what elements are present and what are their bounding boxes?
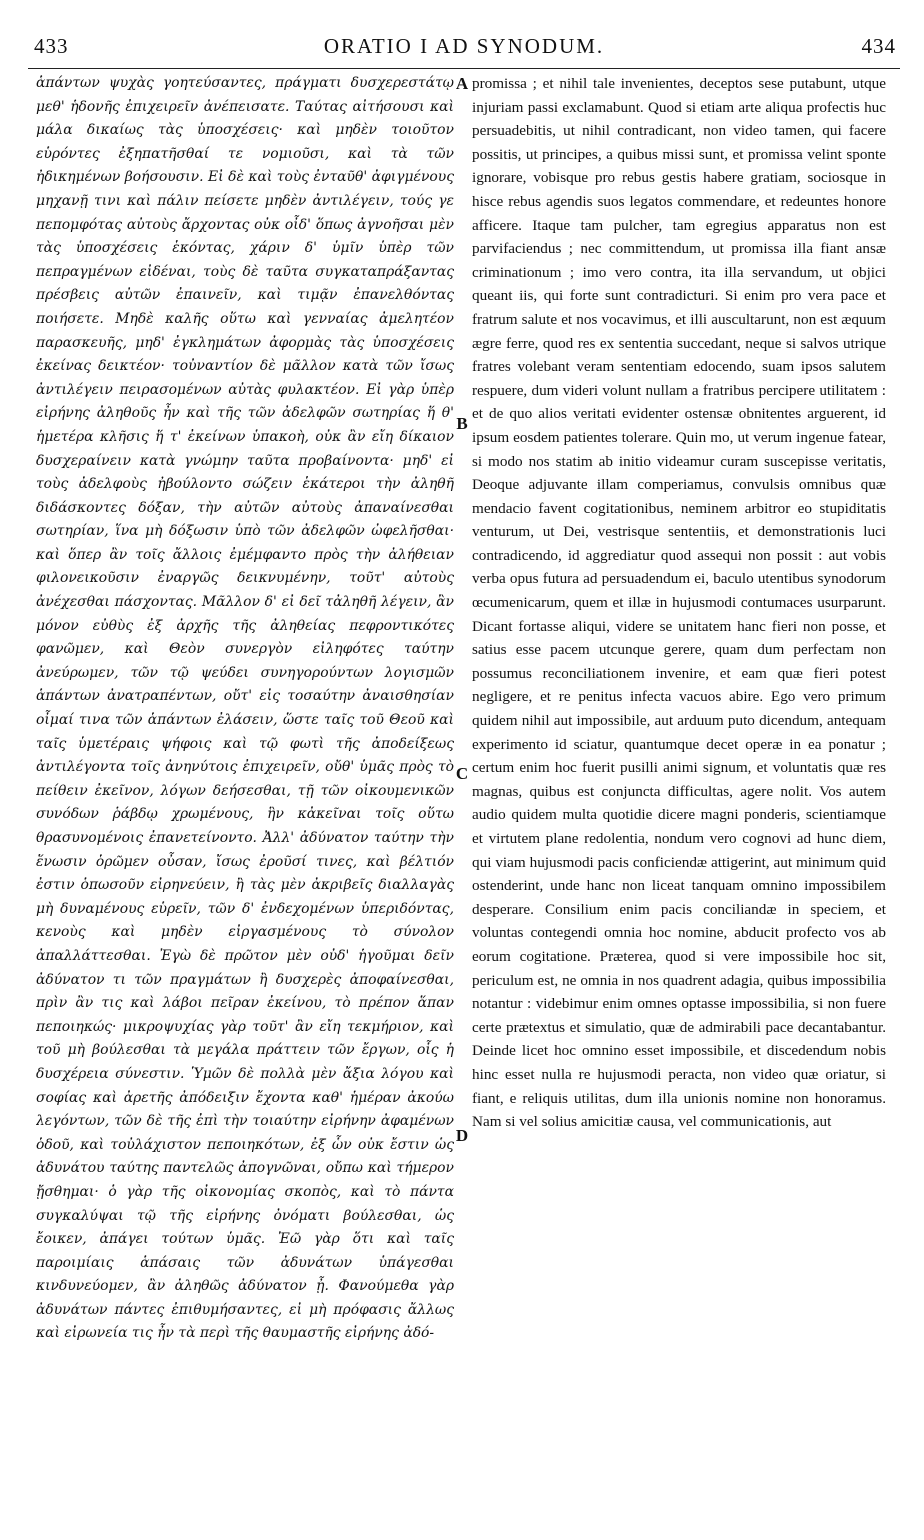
- greek-text: ἁπάντων ψυχὰς γοητεύσαντες, πράγματι δυσχερεστάτῳ μεθ' ἡδονῆς ἐπιχειρεῖν ἀνέπεισατε. Ταύτας αἰτήσουσι καὶ μάλα δικαίως τὰς ὑποσχέσεις· καὶ μηδὲν τοιοῦτον εὑρόντες ἐξηπατῆσθαί τε νομιοῦσι, καὶ τὰ τῶν ἠδικημένων βοήσουσιν. Εἰ δὲ καὶ τοὺς ἐνταῦθ' ἀφιγμένους μηχανῇ τινι καὶ πάλιν πείσετε μηδὲν ἀντιλέγειν, τούς γε πεπομφότας αὐτοὺς ἄρχοντας οὐκ οἶδ' ὅπως ἀγνοῆσαι μὲν τὰς ὑποσχέσεις ἑκόντας, χάριν δ' ὑμῖν ὑπὲρ τῶν πεπραγμένων εἰδέναι, τοὺς δὲ ταῦτα συγκαταπράξαντας πρέσβεις αὐτῶν ἐπαινεῖν, καὶ τιμᾷν ἐπανελθόντας ποιήσετε. Μηδὲ καλῆς οὕτω καὶ γενναίας ἀμελητέον παρασκευῆς, μηδ' ἐγκλημάτων ἀφορμὰς τὰς ὑποσχέσεις ἐκείνας δεικτέον· τοὐναντίον δὲ μᾶλλον κατὰ τῶν ἴσως ἀντιλέγειν πειρασομένων αὐτὰς φυλακτέον. Εἰ γὰρ ὑπὲρ εἰρήνης ἀληθοῦς ἦν καὶ τῆς τῶν ἀδελφῶν σωτηρίας ἥ θ' ἡμετέρα κλῆσις ἥ τ' ἐκείνων ὑπακοὴ, οὐκ ἂν εἴη δίκαιον δυσχεραίνειν κατὰ γνώμην ταῦτα προβαίνοντα· μηδ' εἰ τοὺς ἀδελφοὺς ἠβούλοντο σώζειν ἑκάτεροι τὴν ἀληθῆ διδάσκοντες δόξαν, τὴν αὐτῶν αὐτοὺς ἀπαναίνεσθαι σωτηρίαν, ἵνα μὴ δόξωσιν ὑπὸ τῶν ἀδελφῶν ὠφελῆσθαι· καὶ ὅπερ ἂν τοῖς ἄλλοις ἐμέμφαντο πρὸς τὴν ἀλήθειαν φιλονεικοῦσιν ἐναργῶς δεικνυμένην, τοῦτ' αὐτοὺς ἀνέχεσθαι πάσχοντας. Μᾶλλον δ' εἰ δεῖ τἀληθῆ λέγειν, ἂν μόνον εὐθὺς ἐξ ἀρχῆς τῆς ἀληθείας πεφροντικότες φανῶμεν, καὶ Θεὸν συνεργὸν εἰληφότες ταύτην ἀνεύρωμεν, τῶν τῷ ψεύδει συνηγορούντων λογισμῶν ἁπάντων ἀνατραπέντων, οὔτ' εἰς τοσαύτην ἀναισθησίαν οἶμαί τινα τῶν ἁπάντων ἐλάσειν, ὥστε ταῖς τοῦ Θεοῦ καὶ ταῖς ὑμετέραις ψήφοις καὶ τῷ φωτὶ τῆς ἀποδείξεως ἀντιλέγοντα τοῖς ἀνηνύτοις ἐπιχειρεῖν, οὔθ' ὑμᾶς πρὸς τὸ πείθειν ἐκεῖνον, λόγων δεήσεσθαι, τῇ τῶν οἰκουμενικῶν συνόδων ῥάβδῳ χρωμένους, ἣν κἀκεῖναι τοῖς οὕτω θρασυνομένοις ἐπανετείνοντο. Ἀλλ' ἀδύνατον ταύτην τὴν ἕνωσιν ὁρῶμεν οὖσαν, ἴσως ἐροῦσί τινες, καὶ βέλτιόν ἐστιν ὁπωσοῦν εἰρηνεύειν, ἢ τὰς μὲν ἀκριβεῖς διαλλαγὰς μὴ δυναμένους εὑρεῖν, τῶν δ' ἐνδεχομένων ὑπεριδόντας, κενοὺς καὶ μηδὲν εἰργασμένους τὸ σύνολον ἀπαλλάττεσθαι. Ἐγὼ δὲ πρῶτον μὲν οὐδ' ἡγοῦμαι δεῖν ἀδύνατον τι τῶν πραγμάτων ἢ δυσχερὲς ἀποφαίνεσθαι, πρὶν ἂν τις καὶ λάβοι πεῖραν ἐκείνου, τὸ πρέπον ἅπαν πεποιηκώς· μικροψυχίας γὰρ τοῦτ' ἂν εἴη τεκμήριον, καὶ τοῦ μὴ βούλεσθαι τὰ μεγάλα πράττειν τῶν ἔργων, οἷς ἡ δυσχέρεια σύνεστιν. Ὑμῶν δὲ πολλὰ μὲν ἄξια λόγου καὶ σοφίας καὶ ἀρετῆς ἀπόδειξιν ἔχοντα καθ' ἡμέραν ἀκούω λεγόντων, τῶν δὲ τῆς ἐπὶ τὴν τοιαύτην εἰρήνην ἀφαμένων ὁδοῦ, καὶ τοὐλάχιστον πεποιηκότων, ἐξ ὧν οὐκ ἔστιν ὡς ἀδυνάτου ταύτης παντελῶς ἀπογνῶναι, οὔπω καὶ τήμερον ᾔσθημαι· ὁ γὰρ τῆς οἰκονομίας σκοπὸς, καὶ τὸ πάντα συγκαλύψαι τῷ τῆς εἰρήνης ὀνόματι βούλεσθαι, ὡς ἔοικεν, ἀπάγει τούτων ὑμᾶς. Ἐῶ γὰρ ὅτι καὶ ταῖς παροιμίαις ἁπάσαις τῶν ἀδυνάτων ὑπάγεσθαι κινδυνεύομεν, ἂν ἀληθῶς ἀδύνατον ᾖ. Φανούμεθα γὰρ ἀδυνάτων πάντες ἐπιθυμήσαντες, εἰ μὴ πρόφασις ἄλλως καὶ εἰρωνεία τις ἦν τὰ περὶ τῆς θαυμαστῆς εἰρήνης ἀδό-: [36, 75, 454, 1342]
- section-marker-a: A: [455, 74, 469, 93]
- section-marker-d: D: [455, 1126, 469, 1145]
- page-number-right: 434: [861, 34, 896, 58]
- greek-column: [36, 72, 454, 1532]
- page-number-left: 433: [34, 34, 69, 58]
- section-marker-c: C: [455, 764, 469, 783]
- running-title: ORATIO I AD SYNODUM.: [323, 34, 605, 58]
- running-head: [28, 28, 900, 69]
- latin-column: [472, 72, 886, 1532]
- section-marker-b: B: [456, 414, 468, 433]
- latin-text: promissa ; et nihil tale invenientes, deceptos sese putabunt, utque injuriam passi exclamabunt. Quod si etiam arte aliqua profectis huc persuadebitis, ut nihil contradicant, non video tamen, qui facere possitis, ut principes, a quibus missi sunt, et promissa velint sponte ignorare, vobisque pro rebus gestis habere gratiam, sociosque in hisce rebus agendis suos legatos commendare, et redeuntes honore afficere. Itaque tam pulcher, tam egregius apparatus non est parvifaciendus ; nec committendum, ut promissa illa fiant ansæ criminationum ; imo vero contra, ita illa servandum, ut objici queant iis, qui forte sunt contradicturi. Si enim pro vera pace et fratrum salute et nos vocavimus, et illi auscultarunt, non est æquum ægre ferre, quod res ex sententia succedant, neque si salvos utrique fratres volebant veram sententiam edocendo, suam ipsos salutem respuere, dum videri volunt nullam a fratribus percipere utilitatem : et de quo alios veritati evidenter ostensæ obnitentes arguerent, id ipsum eosdem patientes tolerare. Quin mo, ut verum ingenue fatear, si modo nos statim ab initio videamur curam suscepisse veritatis, Deoque adjuvante illam comperiamus, convulsis omnibus quæ mendacio favent cogitationibus, neminem arbitror eo stupiditatis venturum, ut Dei, vestrisque sententiis, et demonstrationis luci contradicendo, id aggrediatur quod assequi non possit : aut vobis verba opus futura ad persuadendum ei, baculo utentibus synodorum œcumenicarum, quem et illæ in hujusmodi contumaces usurparunt. Dicant fortasse aliqui, videre se unitatem hanc fieri non posse, et satius esse pacem utcunque gerere, quam dum perfectam non possumus reconciliationem invenire, et eam quæ fieri potest negligere, et re penitus infecta vacuos abire. Ego vero primum quidem nihil aut impossibile, aut arduum puto dicendum, antequam experimento id sciatur, quantumque decet operæ in ea ponatur ; certum enim hoc fuerit pusilli animi signum, et voluntatis quæ res magnas, quibus est conjuncta difficultas, agere nolit. Vos autem audio quidem multa quotidie dicere magni ponderis, scientiamque et virtutem plane redolentia, nondum vero cognovi ad hunc diem, qui viam hujusmodi pacis conficiendæ attigerint, aut minimum quid ostenderint, unde hanc non liceat tanquam omnino impossibilem desperare. Consilium enim pacis conciliandæ in speciem, et voluntas contegendi omnia hoc nomine, abducit profecto vos ab eorum cogitatione. Præterea, quod si vere impossibile hoc sit, periculum est, ne omnia in nos quadrent adagia, quibus impossibilia notantur : videbimur enim omnes optasse impossibilia, si non fuere certe prætextus et simulatio, quæ de admirabili pace decantabantur. Deinde licet hoc omnino esset impossibile, et discedendum nobis hinc esset nulla re hujusmodi peracta, non video quæ oriatur, si fiant, e reliquis utilitas, dum illa unionis nomine non honoramus. Nam si vel solius amicitiæ causa, vel communicationis, aut: [472, 75, 886, 1131]
